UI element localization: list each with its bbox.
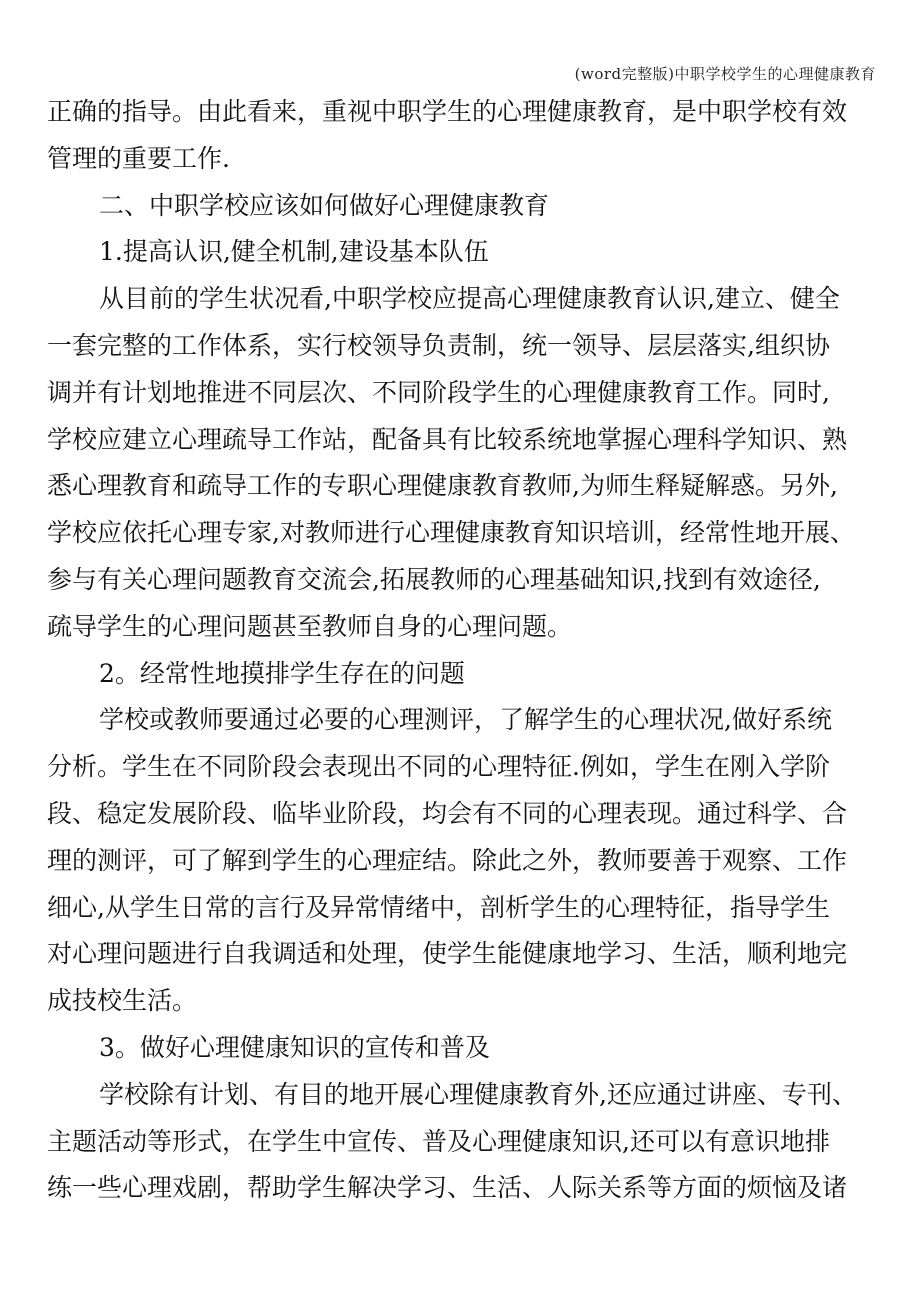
text-line: 成技校生活。 bbox=[47, 986, 198, 1016]
text-line: 练一些心理戏剧，帮助学生解决学习、生活、人际关系等方面的烦恼及诸 bbox=[47, 1173, 848, 1203]
text-line: 一套完整的工作体系，实行校领导负责制，统一领导、层层落实,组织协 bbox=[47, 330, 830, 360]
text-line: 段、稳定发展阶段、临毕业阶段，均会有不同的心理表现。通过科学、合 bbox=[47, 798, 848, 828]
text-line: 学校除有计划、有目的地开展心理健康教育外,还应通过讲座、专刊、 bbox=[99, 1079, 857, 1109]
text-line: 疏导学生的心理问题甚至教师自身的心理问题。 bbox=[47, 611, 573, 641]
running-header: (word完整版)中职学校学生的心理健康教育 bbox=[574, 65, 876, 83]
text-line: 参与有关心理问题教育交流会,拓展教师的心理基础知识,找到有效途径, bbox=[47, 564, 821, 594]
subsection-heading: 1.提高认识,健全机制,建设基本队伍 bbox=[99, 237, 489, 267]
text-line: 学校或教师要通过必要的心理测评，了解学生的心理状况,做好系统 bbox=[99, 705, 832, 735]
text-line: 悉心理教育和疏导工作的专职心理健康教育教师,为师生释疑解惑。另外, bbox=[47, 471, 838, 501]
text-line: 学校应依托心理专家,对教师进行心理健康教育知识培训，经常性地开展、 bbox=[47, 518, 855, 548]
text-line: 学校应建立心理疏导工作站，配备具有比较系统地掌握心理科学知识、熟 bbox=[47, 424, 848, 454]
subsection-heading: 3。做好心理健康知识的宣传和普及 bbox=[99, 1032, 490, 1062]
text-line: 正确的指导。由此看来，重视中职学生的心理健康教育，是中职学校有效 bbox=[47, 97, 848, 126]
text-line: 细心,从学生日常的言行及异常情绪中，剖析学生的心理特征，指导学生 bbox=[47, 892, 830, 922]
text-line: 调并有计划地推进不同层次、不同阶段学生的心理健康教育工作。同时, bbox=[47, 377, 830, 407]
text-line: 主题活动等形式，在学生中宣传、普及心理健康知识,还可以有意识地排 bbox=[47, 1126, 830, 1156]
subsection-heading: 2。经常性地摸排学生存在的问题 bbox=[99, 658, 465, 688]
text-line: 理的测评，可了解到学生的心理症结。除此之外，教师要善于观察、工作 bbox=[47, 845, 848, 875]
text-line: 对心理问题进行自我调适和处理，使学生能健康地学习、生活，顺利地完 bbox=[47, 939, 848, 969]
section-heading: 二、中职学校应该如何做好心理健康教育 bbox=[99, 190, 550, 220]
text-line: 管理的重要工作. bbox=[47, 143, 230, 173]
text-line: 从目前的学生状况看,中职学校应提高心理健康教育认识,建立、健全 bbox=[99, 284, 840, 314]
text-line: 分析。学生在不同阶段会表现出不同的心理特征.例如，学生在刚入学阶 bbox=[47, 752, 830, 782]
document-body bbox=[47, 89, 877, 1212]
